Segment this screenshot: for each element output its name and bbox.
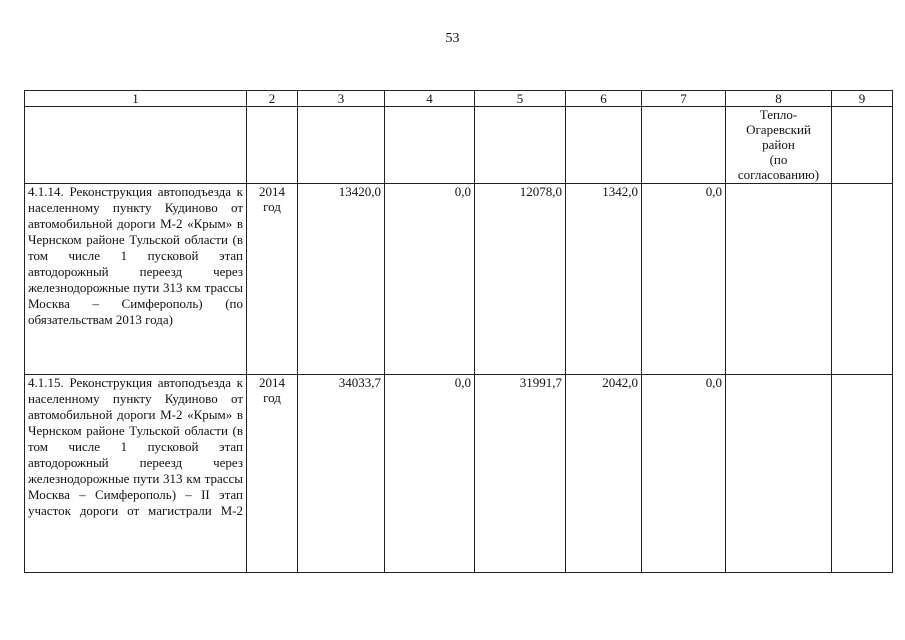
table-row bbox=[25, 184, 893, 375]
column-number: 9 bbox=[832, 91, 893, 107]
year-cell: 2014 год bbox=[247, 184, 298, 375]
value-col4: 0,0 bbox=[385, 375, 475, 573]
value-col7: 0,0 bbox=[642, 184, 726, 375]
column-number: 1 bbox=[25, 91, 247, 107]
column-number: 8 bbox=[726, 91, 832, 107]
measure-description: 4.1.15. Реконструкция автоподъезда к населенному пункту Кудиново от автомобильной дороги М-2 «Крым» в Чернском районе Тульской области (в том числе 1 пусковой этап автодорожный переезд через железнодорожные пути 313 км трассы Москва – Симферополь) – II этап участок дороги от магистрали М-2 bbox=[25, 375, 247, 573]
table-cell bbox=[832, 107, 893, 184]
column-number-row bbox=[25, 91, 893, 107]
measure-description: 4.1.14. Реконструкция автоподъезда к населенному пункту Кудиново от автомобильной дороги М-2 «Крым» в Чернском районе Тульской области (в том числе 1 пусковой этап автодорожный переезд через железнодорожные пути 313 км трассы Москва – Симферополь) (по обязательствам 2013 года) bbox=[25, 184, 247, 375]
table-cell bbox=[385, 107, 475, 184]
column-number: 5 bbox=[475, 91, 566, 107]
column-number: 2 bbox=[247, 91, 298, 107]
value-col6: 1342,0 bbox=[566, 184, 642, 375]
value-col7: 0,0 bbox=[642, 375, 726, 573]
value-col5: 31991,7 bbox=[475, 375, 566, 573]
value-col4: 0,0 bbox=[385, 184, 475, 375]
column-number: 3 bbox=[298, 91, 385, 107]
table-cell bbox=[25, 107, 247, 184]
table-cell bbox=[832, 375, 893, 573]
budget-table bbox=[24, 90, 893, 573]
column-number: 4 bbox=[385, 91, 475, 107]
table-cell bbox=[475, 107, 566, 184]
column-number: 7 bbox=[642, 91, 726, 107]
total-value: 13420,0 bbox=[298, 184, 385, 375]
table-cell bbox=[642, 107, 726, 184]
value-col5: 12078,0 bbox=[475, 184, 566, 375]
table-cell bbox=[247, 107, 298, 184]
table-cell bbox=[832, 184, 893, 375]
executor-cell bbox=[726, 184, 832, 375]
executor-cell bbox=[726, 375, 832, 573]
table-cell bbox=[298, 107, 385, 184]
column-number: 6 bbox=[566, 91, 642, 107]
table-row bbox=[25, 375, 893, 573]
continuation-row bbox=[25, 107, 893, 184]
year-cell: 2014 год bbox=[247, 375, 298, 573]
value-col6: 2042,0 bbox=[566, 375, 642, 573]
table-cell bbox=[566, 107, 642, 184]
executor-cell: Тепло- Огаревский район (по согласованию) bbox=[726, 107, 832, 184]
page-number: 53 bbox=[445, 31, 460, 46]
total-value: 34033,7 bbox=[298, 375, 385, 573]
